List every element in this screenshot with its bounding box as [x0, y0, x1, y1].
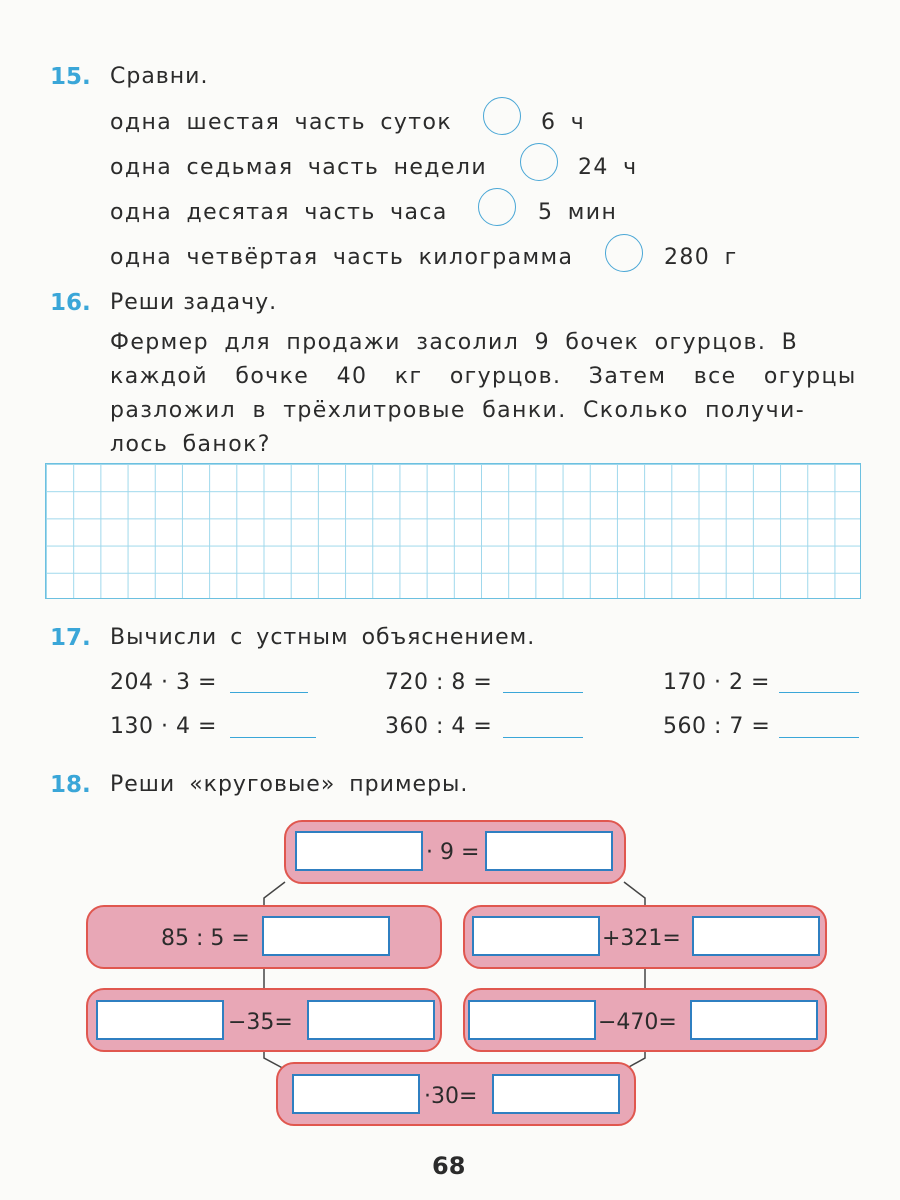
task-16-title: Реши задачу. [110, 290, 278, 315]
chain-op-left-low: −35= [228, 1010, 293, 1035]
compare-left-1: одна шестая часть суток [110, 110, 453, 135]
expression-1: 204 · 3 = [110, 670, 217, 695]
task-15-number: 15. [50, 64, 91, 90]
chain-op-left-mid: 85 : 5 = [161, 926, 250, 951]
task-15-title: Сравни. [110, 64, 209, 89]
problem-line-2: каждой бочке 40 кг огурцов. Затем все огурцы [110, 364, 857, 389]
compare-left-3: одна десятая часть часа [110, 200, 448, 225]
expression-5: 360 : 4 = [385, 714, 493, 739]
chain-input-right-low-left[interactable] [468, 1000, 596, 1040]
expression-6: 560 : 7 = [663, 714, 771, 739]
compare-right-2: 24 ч [578, 155, 638, 180]
chain-input-right-mid-right[interactable] [692, 916, 820, 956]
chain-input-left-low-left[interactable] [96, 1000, 224, 1040]
expression-4: 130 · 4 = [110, 714, 217, 739]
compare-right-4: 280 г [664, 245, 738, 270]
chain-input-top-right[interactable] [485, 831, 613, 871]
problem-line-1: Фермер для продажи засолил 9 бочек огурцов. В [110, 330, 799, 355]
problem-line-3: разложил в трёхлитровые банки. Сколько получи- [110, 398, 806, 423]
chain-input-right-low-right[interactable] [690, 1000, 818, 1040]
chain-op-right-mid: +321= [602, 926, 681, 951]
chain-input-bottom-right[interactable] [492, 1074, 620, 1114]
expression-3: 170 · 2 = [663, 670, 770, 695]
task-17-number: 17. [50, 625, 91, 651]
chain-op-right-low: −470= [598, 1010, 677, 1035]
compare-left-4: одна четвёртая часть килограмма [110, 245, 574, 270]
chain-input-top-left[interactable] [295, 831, 423, 871]
chain-input-right-mid-left[interactable] [472, 916, 600, 956]
task-16-number: 16. [50, 290, 91, 316]
compare-right-3: 5 мин [538, 200, 618, 225]
problem-line-4: лось банок? [110, 432, 271, 457]
task-18-title: Реши «круговые» примеры. [110, 772, 469, 797]
compare-right-1: 6 ч [541, 110, 586, 135]
chain-op-bottom: ·30= [424, 1084, 478, 1109]
chain-input-left-low-right[interactable] [307, 1000, 435, 1040]
chain-input-left-mid[interactable] [262, 916, 390, 956]
task-17-title: Вычисли с устным объяснением. [110, 625, 536, 650]
compare-left-2: одна седьмая часть недели [110, 155, 488, 180]
task-18-number: 18. [50, 772, 91, 798]
expression-2: 720 : 8 = [385, 670, 493, 695]
page-number: 68 [432, 1152, 466, 1180]
chain-op-top: · 9 = [426, 840, 480, 865]
chain-input-bottom-left[interactable] [292, 1074, 420, 1114]
